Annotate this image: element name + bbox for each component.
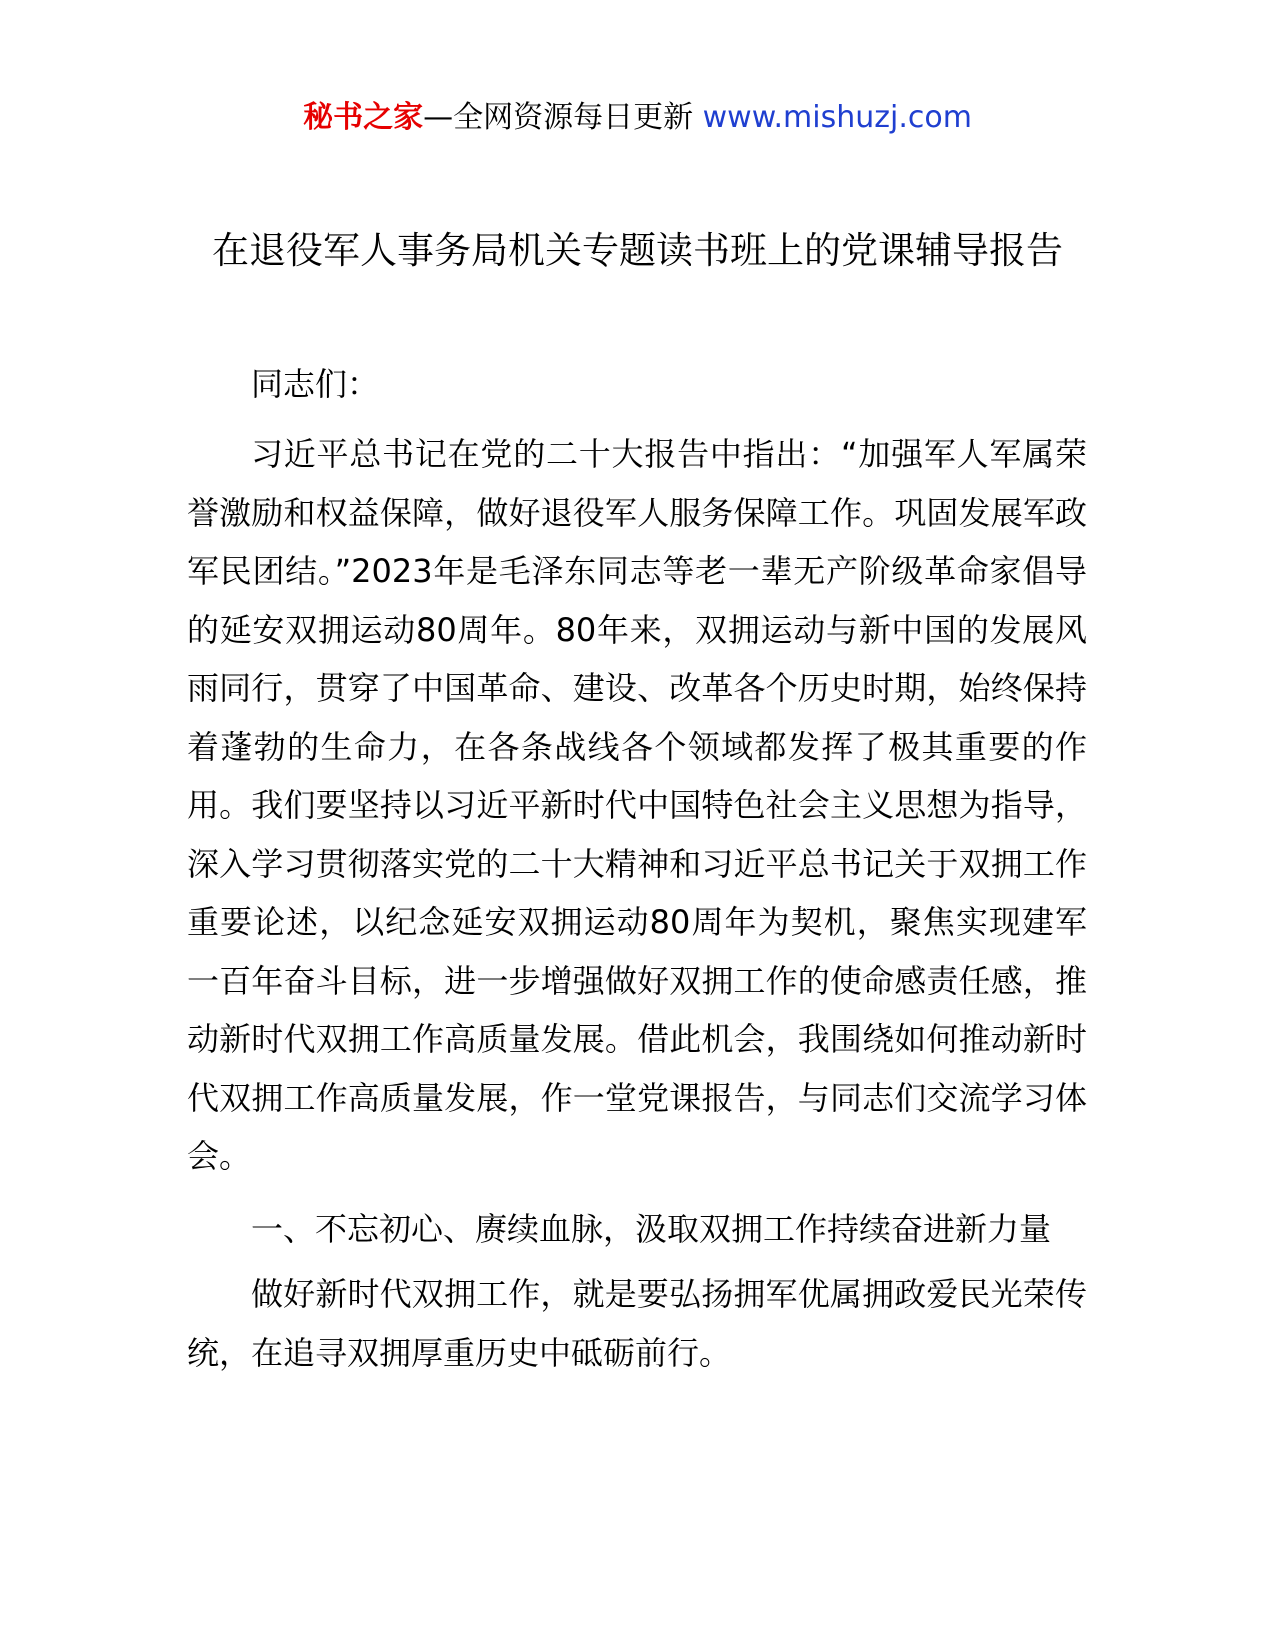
site-header [0,96,1275,140]
salutation: 同志们： [251,365,380,403]
site-tagline: —全网资源每日更新 [423,100,694,135]
site-brand: 秘书之家 [303,100,424,135]
section-heading: 一、不忘初心、赓续血脉，汲取双拥工作持续奋进新力量 [251,1210,1052,1248]
body-paragraph-2: 做好新时代双拥工作，就是要弘扬拥军优属拥政爱民光荣传统，在追寻双拥厚重历史中砥砺前行。 [187,1275,1087,1372]
site-url-link[interactable]: www.mishuzj.com [702,100,972,135]
body-paragraph-1: 习近平总书记在党的二十大报告中指出：“加强军人军属荣誉激励和权益保障，做好退役军人服务保障工作。巩固发展军政军民团结。”2023年是毛泽东同志等老一辈无产阶级革命家倡导的延安双拥运动80周年。80年来，双拥运动与新中国的发展风雨同行，贯穿了中国革命、建设、改革各个历史时期，始终保持着蓬勃的生命力，在各条战线各个领域都发挥了极其重要的作用。我们要坚持以习近平新时代中国特色社会主义思想为指导，深入学习贯彻落实党的二十大精神和习近平总书记关于双拥工作重要论述，以纪念延安双拥运动80周年为契机，聚焦实现建军一百年奋斗目标，进一步增强做好双拥工作的使命感责任感，推动新时代双拥工作高质量发展。借此机会，我围绕如何推动新时代双拥工作高质量发展，作一堂党课报告，与同志们交流学习体会。 [187,435,1087,1175]
document-title: 在退役军人事务局机关专题读书班上的党课辅导报告 [212,229,1063,272]
